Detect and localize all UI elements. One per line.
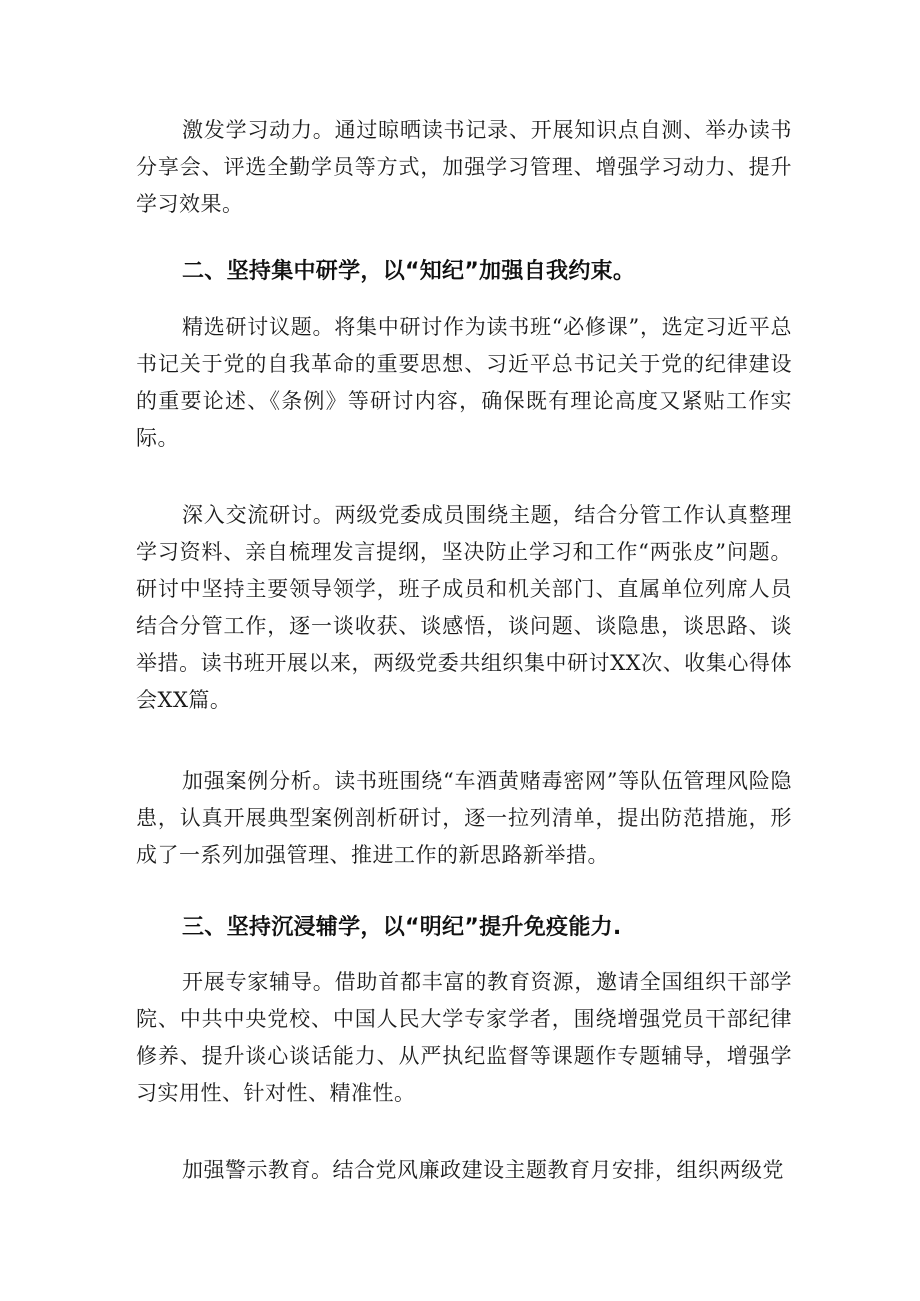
section-heading-2: 二、坚持集中研学，以“知纪”加强自我约束。 bbox=[182, 259, 636, 284]
paragraph-learning-motivation: 激发学习动力。通过晾晒读书记录、开展知识点自测、举办读书分享会、评选全勤学员等方式，加强学习管理、增强学习动力、提升学习效果。 bbox=[136, 118, 792, 216]
paragraph-warning-education: 加强警示教育。结合党风廉政建设主题教育月安排，组织两级党 bbox=[182, 1158, 784, 1182]
section-heading-3: 三、坚持沉浸辅学，以“明纪”提升免疫能力. bbox=[182, 915, 622, 940]
paragraph-deep-discussion: 深入交流研讨。两级党委成员围绕主题，结合分管工作认真整理学习资料、亲自梳理发言提纲，坚决防止学习和工作“两张皮”问题。研讨中坚持主要领导领学，班子成员和机关部门、直属单位列席人员结合分管工作，逐一谈收获、谈感悟，谈问题、谈隐患，谈思路、谈举措。读书班开展以来，两级党委共组织集中研讨XX次、收集心得体会XX篇。 bbox=[136, 503, 792, 712]
paragraph-case-analysis: 加强案例分析。读书班围绕“车酒黄赌毒密网”等队伍管理风险隐患，认真开展典型案例剖析研讨，逐一拉列清单，提出防范措施，形成了一系列加强管理、推进工作的新思路新举措。 bbox=[136, 769, 792, 867]
paragraph-expert-guidance: 开展专家辅导。借助首都丰富的教育资源，邀请全国组织干部学院、中共中央党校、中国人民大学专家学者，围绕增强党员干部纪律修养、提升谈心谈话能力、从严执纪监督等课题作专题辅导，增强学习实用性、针对性、精准性。 bbox=[136, 970, 792, 1105]
paragraph-select-topics: 精选研讨议题。将集中研讨作为读书班“必修课”，选定习近平总书记关于党的自我革命的重要思想、习近平总书记关于党的纪律建设的重要论述、《条例》等研讨内容，确保既有理论高度又紧贴工作实际。 bbox=[136, 315, 792, 450]
